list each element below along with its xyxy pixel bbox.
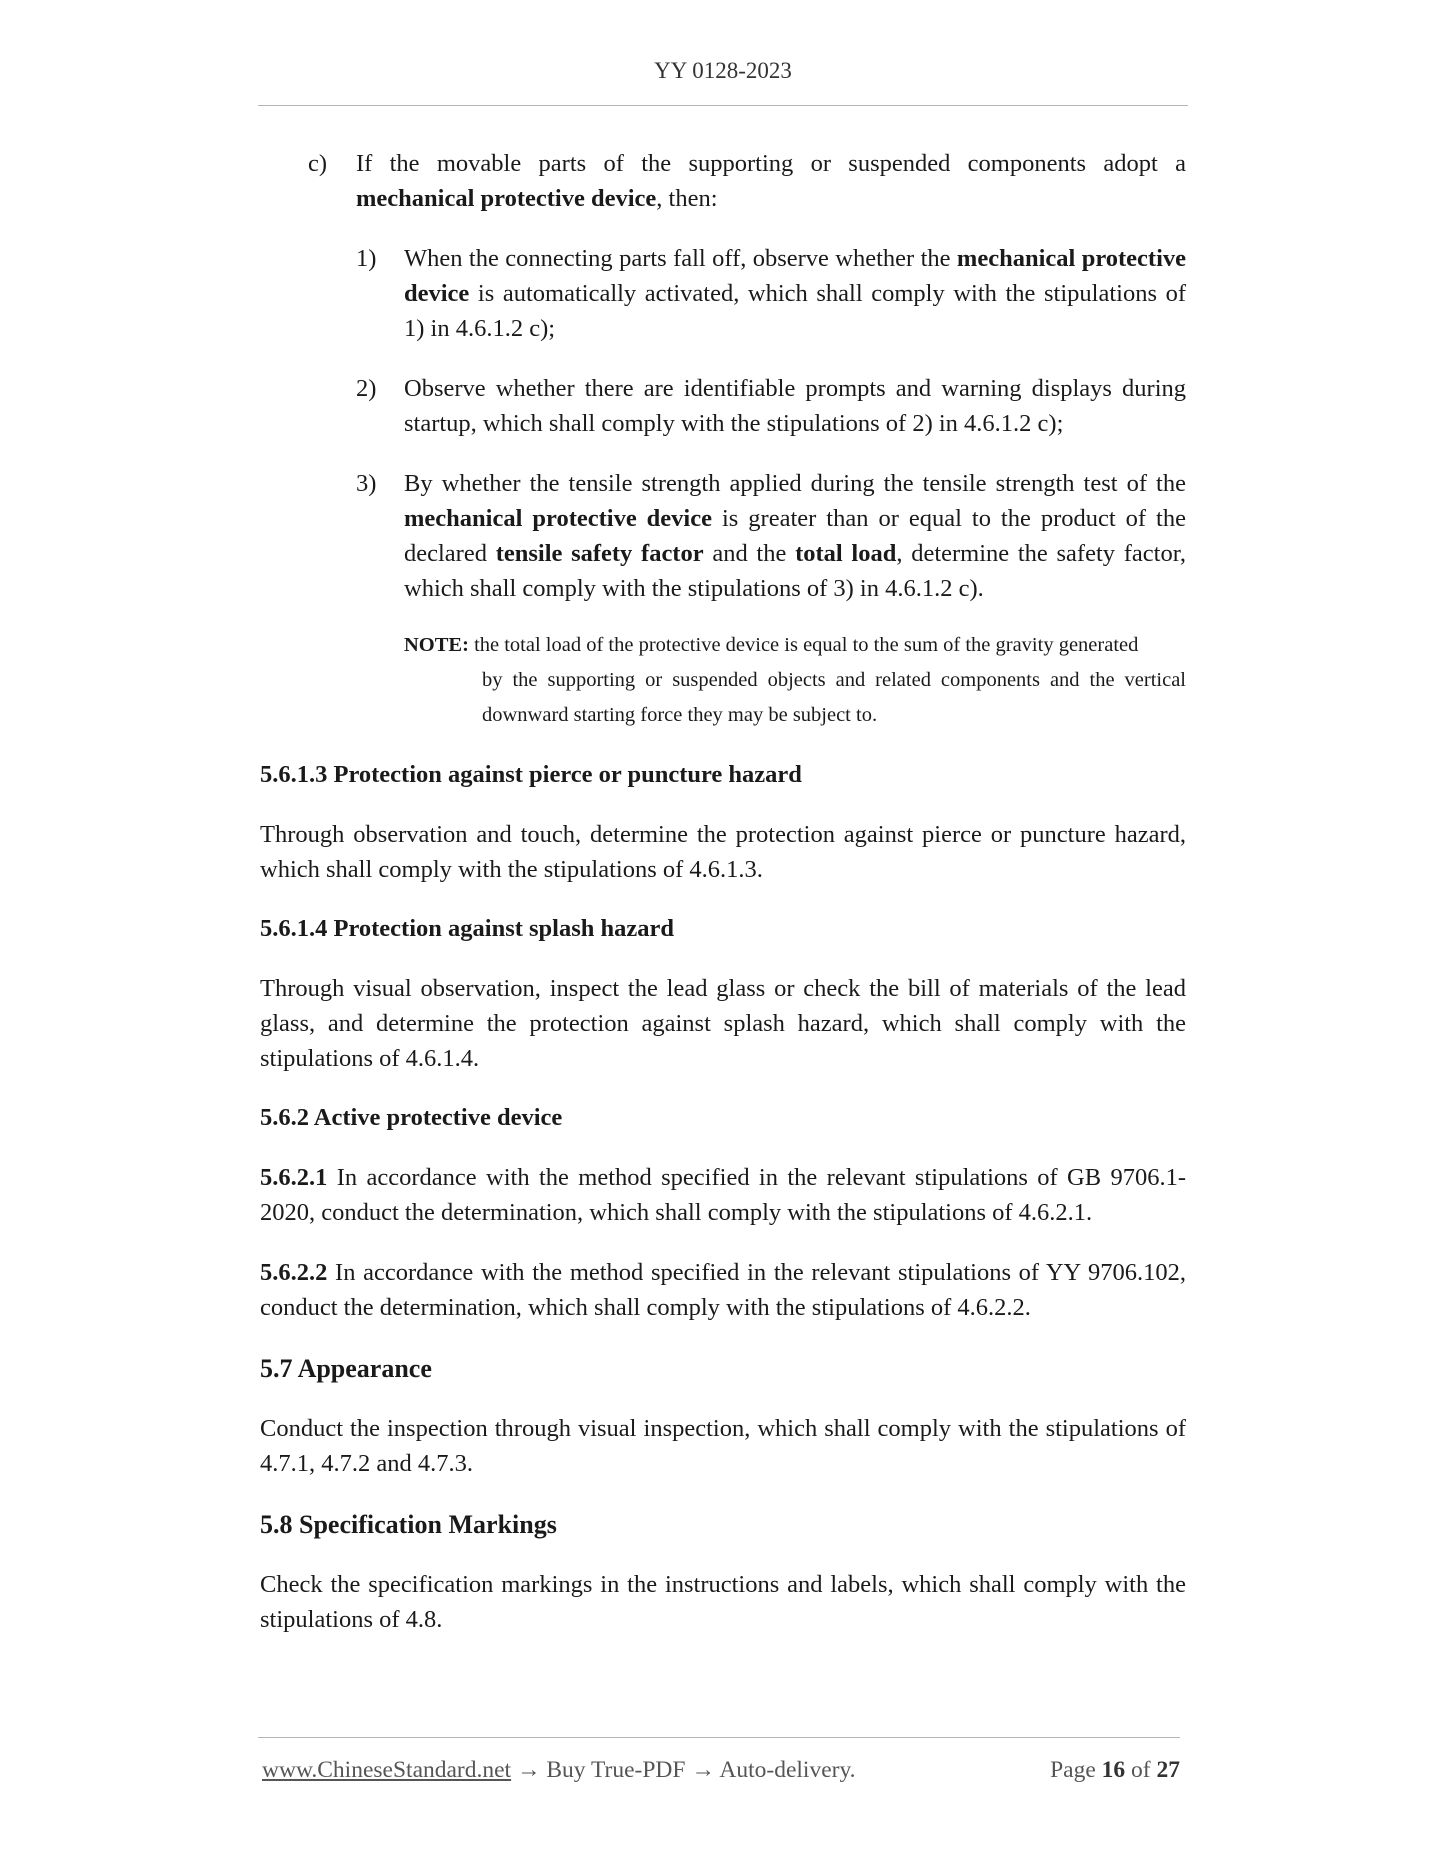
- section-heading-5-6-1-3: 5.6.1.3 Protection against pierce or puncture hazard: [260, 761, 802, 788]
- section-body-5-6-1-4: Through visual observation, inspect the lead glass or check the bill of materials of the lead glass, and determine the protection against splash hazard, which shall comply with the stipulations of 4.6.1.4.: [260, 975, 1186, 1072]
- section-heading-5-6-1-4: 5.6.1.4 Protection against splash hazard: [260, 915, 675, 942]
- note-text-rest: by the supporting or suspended objects and related components and the vertical downward starting force they may be subject to.: [482, 669, 1186, 726]
- list-marker: 1): [356, 245, 377, 272]
- section-heading-5-7: 5.7 Appearance: [260, 1354, 432, 1383]
- list-marker: c): [308, 150, 328, 177]
- clause-number: 5.6.2.2: [260, 1259, 328, 1286]
- website-link[interactable]: www.ChineseStandard.net: [262, 1757, 512, 1783]
- page-footer: [262, 1757, 1180, 1784]
- note-text-line1: the total load of the protective device is equal to the sum of the gravity generated: [468, 634, 1139, 656]
- clause-5-6-2-1: 5.6.2.1 In accordance with the method specified in the relevant stipulations of GB 9706.1-2020, conduct the determination, which shall comply with the stipulations of 4.6.2.1.: [260, 1164, 1186, 1226]
- list-item-3: 3) By whether the tensile strength applied during the tensile strength test of the mechanical protective device is greater than or equal to the product of the declared tensile safety factor and the total load, determine the safety factor, which shall comply with the stipulations of 3) in 4.6.1.2 c).: [260, 466, 1186, 606]
- footer-promo-text: → Buy True-PDF → Auto-delivery.: [511, 1757, 856, 1783]
- section-body-5-7: Conduct the inspection through visual inspection, which shall comply with the stipulations of 4.7.1, 4.7.2 and 4.7.3.: [260, 1415, 1186, 1477]
- list-item-2: 2) Observe whether there are identifiable prompts and warning displays during startup, which shall comply with the stipulations of 2) in 4.6.1.2 c);: [260, 371, 1186, 441]
- note-block: [404, 628, 1186, 733]
- list-item-1: 1) When the connecting parts fall off, observe whether the mechanical protective device is automatically activated, which shall comply with the stipulations of 1) in 4.6.1.2 c);: [260, 241, 1186, 346]
- page-header-doc-id: YY 0128-2023: [654, 58, 792, 83]
- clause-5-6-2-2: 5.6.2.2 In accordance with the method specified in the relevant stipulations of YY 9706.102, conduct the determination, which shall comply with the stipulations of 4.6.2.2.: [260, 1259, 1186, 1321]
- clause-number: 5.6.2.1: [260, 1164, 328, 1191]
- page-number: Page 16 of 27: [1050, 1757, 1180, 1783]
- note-label: NOTE:: [404, 634, 469, 656]
- header-divider: [258, 105, 1188, 106]
- footer-divider: [258, 1737, 1180, 1738]
- list-item-c: c) If the movable parts of the supporting or suspended components adopt a mechanical protective device, then:: [260, 146, 1186, 216]
- section-body-5-6-1-3: Through observation and touch, determine the protection against pierce or puncture hazard, which shall comply with the stipulations of 4.6.1.3.: [260, 821, 1186, 883]
- section-heading-5-8: 5.8 Specification Markings: [260, 1510, 557, 1539]
- list-marker: 3): [356, 470, 377, 497]
- document-body: [260, 146, 1186, 1637]
- list-marker: 2): [356, 375, 377, 402]
- section-body-5-8: Check the specification markings in the instructions and labels, which shall comply with the stipulations of 4.8.: [260, 1571, 1186, 1633]
- section-heading-5-6-2: 5.6.2 Active protective device: [260, 1104, 563, 1131]
